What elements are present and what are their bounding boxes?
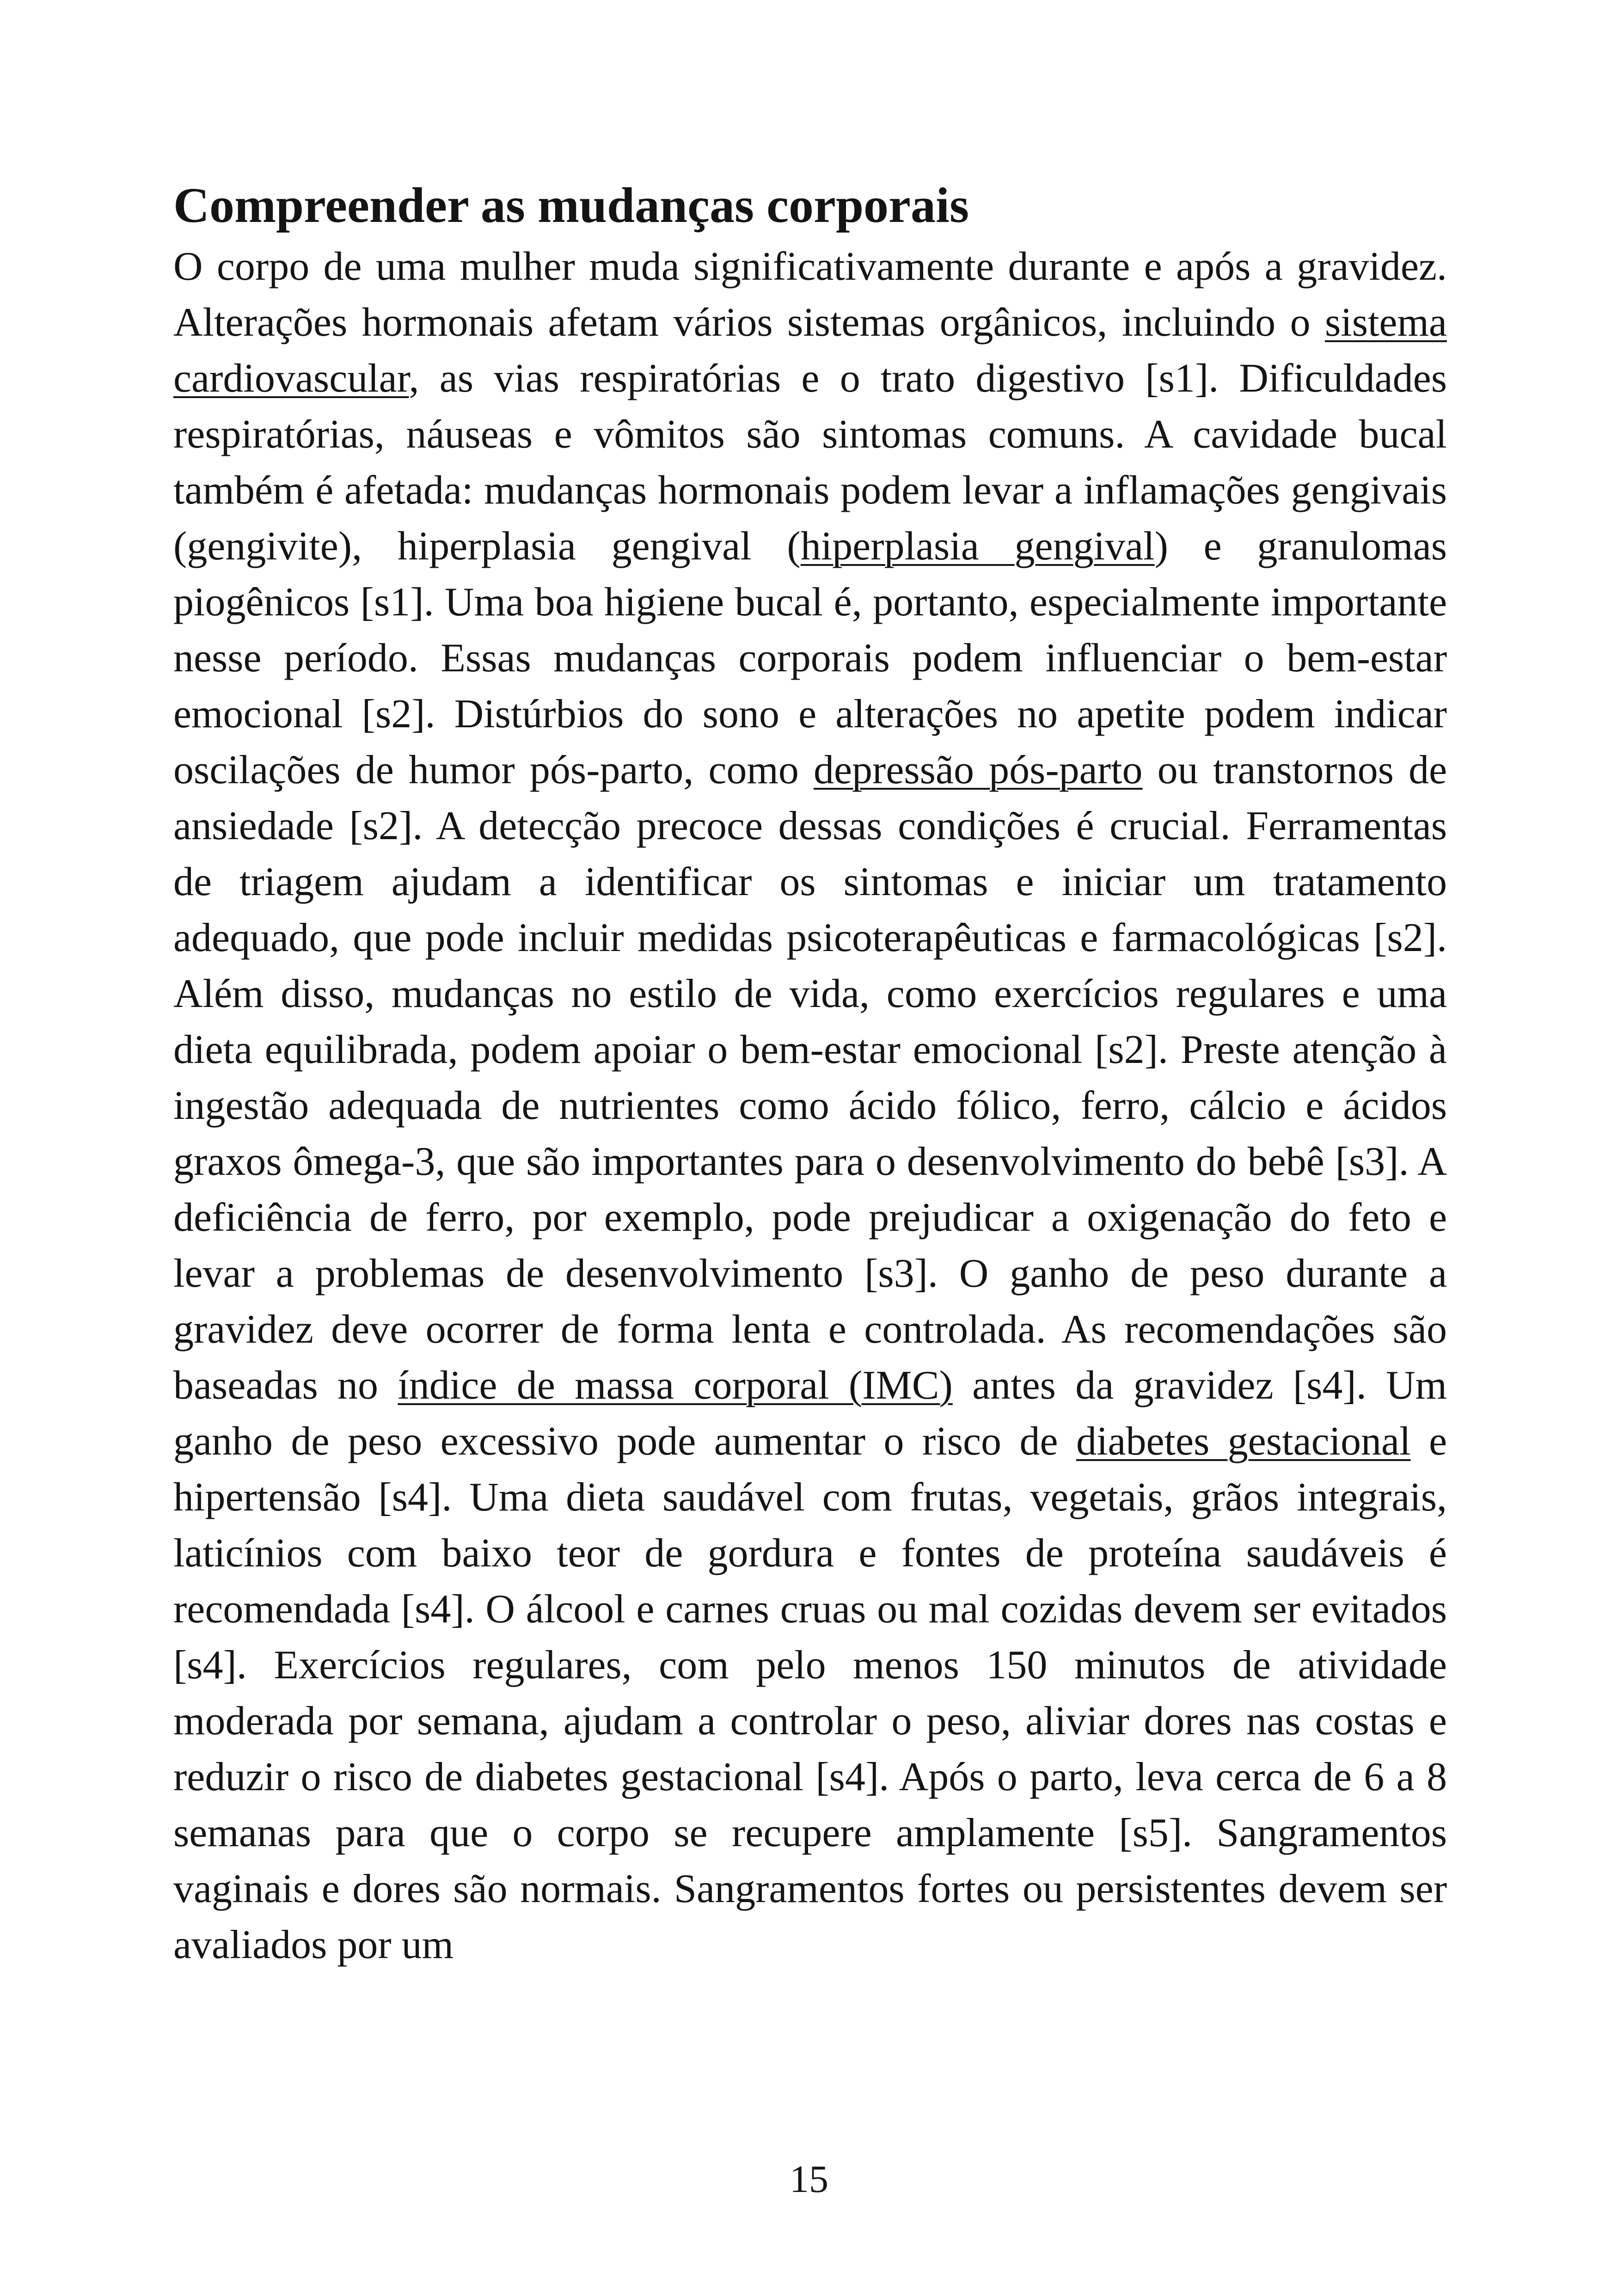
term-link-hiperplasia-gengival[interactable]: hiperplasia gengival [800, 523, 1155, 569]
term-link-diabetes-gestacional[interactable]: diabetes gestacional [1076, 1418, 1411, 1464]
term-link-depressao-pos-parto[interactable]: depressão pós-parto [814, 747, 1143, 792]
section-heading: Compreender as mudanças corporais [173, 178, 969, 233]
body-paragraph [173, 239, 1447, 1973]
term-link-imc[interactable]: índice de massa corporal (IMC) [398, 1363, 953, 1408]
term-link-sistema-cardiovascular[interactable]: sistema cardiovascular [173, 300, 1447, 401]
text-segment: e hipertensão [s4]. Uma dieta saudável com frutas, vegetais, grãos integrais, laticínios com baixo teor de gordura e fontes de proteína saudáveis é recomendada [s4]. O álcool e carnes cruas ou mal cozidas devem ser evitados [s4]. Exercícios regulares, com pelo menos 150 minutos de atividade moderada por semana, ajudam a controlar o peso, aliviar dores nas costas e reduzir o risco de diabetes gestacional [s4]. Após o parto, leva cerca de 6 a 8 semanas para que o corpo se recupere amplamente [s5]. Sangramentos vaginais e dores são normais. Sangramentos fortes ou persistentes devem ser avaliados por um [173, 1418, 1447, 1967]
page-number: 15 [790, 2158, 828, 2201]
text-segment: , as vias respiratórias e o trato digestivo [s1]. Dificuldades respiratórias, náuseas e vômitos são sintomas comuns. A cavidade bucal também é afetada: mudanças hormonais podem levar a inflamações gengivais (gengivite), hiperplasia gengival ( [173, 356, 1447, 569]
text-segment: ou transtornos de ansiedade [s2]. A detecção precoce dessas condições é crucial. Ferramentas de triagem ajudam a identificar os sintomas e iniciar um tratamento adequado, que pode incluir medidas psicoterapêuticas e farmacológicas [s2]. Além disso, mudanças no estilo de vida, como exercícios regulares e uma dieta equilibrada, podem apoiar o bem-estar emocional [s2]. Preste atenção à ingestão adequada de nutrientes como ácido fólico, ferro, cálcio e ácidos graxos ômega-3, que são importantes para o desenvolvimento do bebê [s3]. A deficiência de ferro, por exemplo, pode prejudicar a oxigenação do feto e levar a problemas de desenvolvimento [s3]. O ganho de peso durante a gravidez deve ocorrer de forma lenta e controlada. As recomendações são baseadas no [173, 747, 1447, 1408]
page-content [173, 176, 1447, 1973]
text-segment: O corpo de uma mulher muda significativamente durante e após a gravidez. Alterações hormonais afetam vários sistemas orgânicos, incluindo o [173, 244, 1447, 345]
text-segment: ) e granulomas piogênicos [s1]. Uma boa higiene bucal é, portanto, especialmente importante nesse período. Essas mudanças corporais podem influenciar o bem-estar emocional [s2]. Distúrbios do sono e alterações no apetite podem indicar oscilações de humor pós-parto, como [173, 523, 1447, 792]
text-segment: antes da gravidez [s4]. Um ganho de peso excessivo pode aumentar o risco de [173, 1363, 1447, 1464]
